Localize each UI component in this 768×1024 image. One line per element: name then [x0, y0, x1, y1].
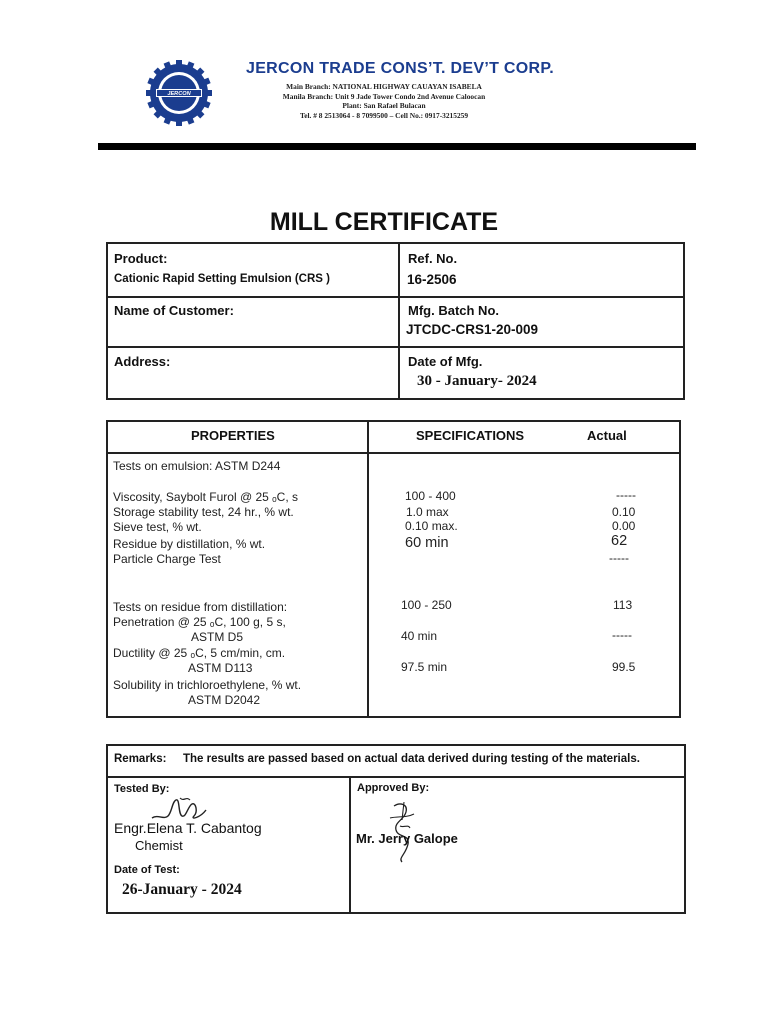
approved-by-label: Approved By: [357, 782, 430, 794]
date-of-test-value: 26-January - 2024 [122, 881, 242, 898]
actual-value: 0.00 [612, 519, 636, 533]
spec-value: 60 min [405, 535, 449, 551]
property-name: Storage stability test, 24 hr., % wt. [113, 505, 294, 519]
info-row-divider [107, 296, 684, 298]
info-row-divider [107, 346, 684, 348]
date-mfg-value: 30 - January- 2024 [417, 373, 537, 389]
svg-text:JERCON: JERCON [167, 91, 191, 98]
actual-value: ----- [612, 628, 632, 642]
info-table [106, 242, 685, 400]
residue-section-heading: Tests on residue from distillation: [113, 600, 288, 614]
ref-no-label: Ref. No. [408, 251, 458, 266]
info-divider [398, 243, 400, 399]
property-name: Solubility in trichloroethylene, % wt. [113, 678, 302, 692]
company-name: JERCON TRADE CONS’T. DEV’T CORP. [246, 60, 555, 77]
ref-no-value: 16-2506 [407, 272, 457, 287]
header-divider [98, 143, 696, 150]
property-standard: ASTM D2042 [188, 693, 261, 707]
main-branch-address: Main Branch: NATIONAL HIGHWAY CAUAYAN ISABELA [286, 82, 482, 91]
batch-no-value: JTCDC-CRS1-20-009 [406, 322, 539, 337]
spec-value: 1.0 max [406, 505, 449, 519]
remarks-text: The results are passed based on actual data derived during testing of the materials. [183, 753, 640, 765]
emulsion-section-heading: Tests on emulsion: ASTM D244 [113, 459, 281, 473]
customer-label: Name of Customer: [114, 303, 234, 318]
contact-numbers: Tel. # 8 2513064 - 8 7099500 – Cell No.: 0917-3215259 [299, 111, 469, 120]
property-name: Sieve test, % wt. [113, 520, 202, 534]
approver-name: Mr. Jerry Galope [356, 831, 458, 846]
remarks-divider [107, 776, 685, 778]
spec-value: 0.10 max. [405, 519, 458, 533]
actual-value: ----- [609, 551, 629, 565]
actual-value: 0.10 [612, 505, 636, 519]
company-logo [146, 60, 212, 126]
date-of-test-label: Date of Test: [114, 864, 180, 876]
actual-value: 113 [613, 598, 633, 612]
spec-value: 97.5 min [401, 660, 448, 674]
property-name: Residue by distillation, % wt. [113, 537, 266, 551]
spec-value: 100 - 400 [405, 489, 456, 503]
date-mfg-label: Date of Mfg. [408, 354, 483, 369]
actual-value: 99.5 [612, 660, 636, 674]
product-value: Cationic Rapid Setting Emulsion (CRS ) [114, 273, 330, 285]
signatures-divider [349, 777, 351, 913]
spec-value: 100 - 250 [401, 598, 452, 612]
property-standard: ASTM D113 [188, 661, 253, 675]
tested-by-label: Tested By: [114, 783, 170, 795]
product-label: Product: [114, 251, 168, 266]
actual-value: 62 [611, 533, 628, 549]
plant-address: Plant: San Rafael Bulacan [342, 101, 426, 110]
property-name: Penetration @ 25 ₒC, 100 g, 5 s, [113, 615, 286, 629]
manila-branch-address: Manila Branch: Unit 9 Jade Tower Condo 2nd Avenue Caloocan [282, 92, 486, 101]
tester-name: Engr.Elena T. Cabantog [114, 820, 262, 836]
column-header-actual: Actual [587, 428, 627, 443]
address-label: Address: [114, 354, 171, 369]
document-title: MILL CERTIFICATE [269, 208, 499, 236]
actual-value: ----- [616, 488, 636, 502]
properties-header-divider [107, 452, 680, 454]
remarks-label: Remarks: [114, 753, 167, 765]
column-header-specifications: SPECIFICATIONS [416, 428, 525, 443]
tester-title: Chemist [135, 838, 183, 853]
property-name: Ductility @ 25 ₒC, 5 cm/min, cm. [113, 646, 286, 660]
property-name: Particle Charge Test [113, 552, 221, 566]
properties-column-divider [367, 421, 369, 717]
batch-no-label: Mfg. Batch No. [408, 303, 499, 318]
property-standard: ASTM D5 [191, 630, 244, 644]
column-header-properties: PROPERTIES [191, 428, 275, 443]
property-name: Viscosity, Saybolt Furol @ 25 ₒC, s [113, 490, 298, 504]
spec-value: 40 min [401, 629, 438, 643]
